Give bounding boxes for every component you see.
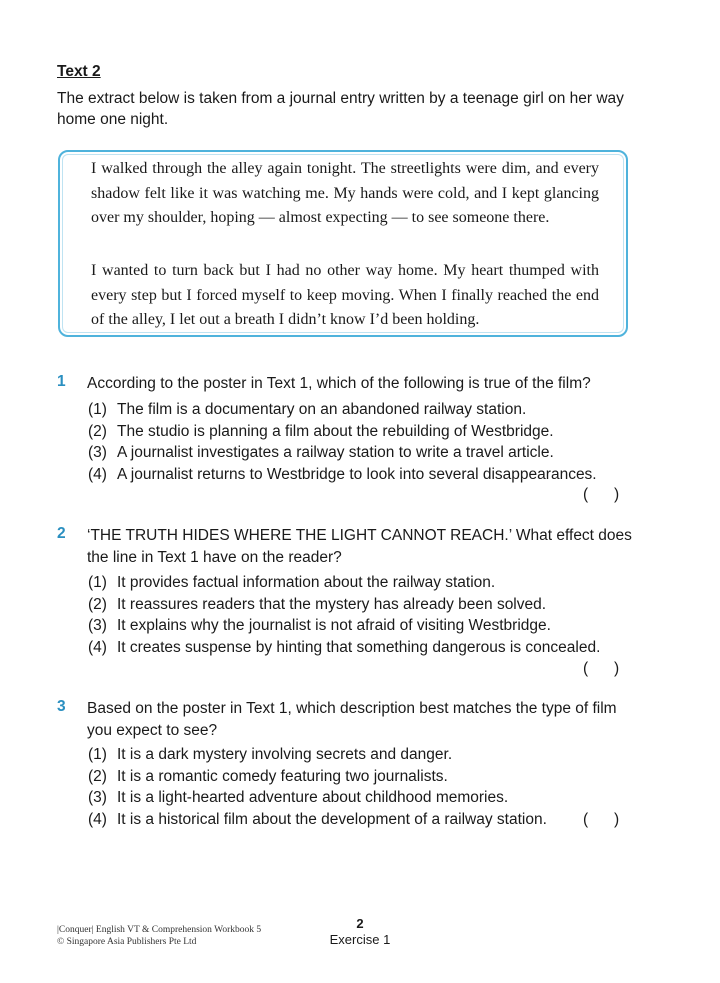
option-text: A journalist returns to Westbridge to look into several disappearances.	[117, 465, 597, 483]
question-text: Based on the poster in Text 1, which description best matches the type of film you expect to see?	[87, 700, 617, 739]
option-list	[88, 401, 648, 487]
option-number: (4)	[88, 810, 107, 828]
option-text: It explains why the journalist is not afraid of visiting Westbridge.	[117, 617, 551, 634]
option-list	[88, 746, 648, 832]
option-text: It creates suspense by hinting that something dangerous is concealed.	[117, 638, 601, 656]
option-text: It reassures readers that the mystery has already been solved.	[117, 595, 547, 613]
option-number: (1)	[88, 401, 107, 418]
option-number: (1)	[88, 746, 107, 763]
option-text: It is a historical film about the development of a railway station.	[117, 810, 547, 828]
answer-bracket[interactable]: ( )	[583, 660, 620, 677]
option-text: The studio is planning a film about the rebuilding of Westbridge.	[117, 422, 554, 440]
option-text: It is a light-hearted adventure about childhood memories.	[117, 789, 509, 806]
extract-paragraph: I wanted to turn back but I had no other way home. My heart thumped with every step but I forced myself to keep moving. When I finally reached the end of the alley, I let out a breath I didn’t know I’d been holding.	[91, 262, 599, 328]
option	[88, 768, 648, 790]
option-text: It provides factual information about the railway station.	[117, 574, 496, 591]
answer-bracket[interactable]: ( )	[583, 486, 620, 503]
option	[88, 444, 648, 466]
copyright: © Singapore Asia Publishers Pte Ltd	[57, 937, 197, 947]
question-number: 2	[57, 525, 66, 542]
option-text: The film is a documentary on an abandoned railway station.	[117, 401, 527, 418]
option-text: It is a dark mystery involving secrets and danger.	[117, 746, 453, 763]
option-number: (3)	[88, 617, 107, 634]
question-text: According to the poster in Text 1, which of the following is true of the film?	[87, 375, 591, 392]
option	[88, 746, 648, 768]
book-title: |Conquer| English VT & Comprehension Workbook 5	[57, 925, 262, 935]
option-number: (2)	[88, 422, 107, 440]
option-number: (2)	[88, 767, 107, 785]
option	[88, 596, 648, 618]
option-number: (4)	[88, 638, 107, 656]
question-number: 3	[57, 698, 66, 715]
question-number: 1	[57, 373, 66, 390]
option	[88, 423, 648, 445]
question-text: ‘THE TRUTH HIDES WHERE THE LIGHT CANNOT REACH.’ What effect does the line in Text 1 have on the reader?	[87, 527, 632, 566]
option-number: (3)	[88, 444, 107, 461]
exercise-label: Exercise 1	[329, 932, 391, 947]
option-text: It is a romantic comedy featuring two journalists.	[117, 767, 448, 785]
extract-paragraph: I walked through the alley again tonight. The streetlights were dim, and every shadow felt like it was watching me. My hands were cold, and I kept glancing over my shoulder, hoping — almost expecting — to see someone there.	[91, 160, 599, 226]
option	[88, 811, 648, 833]
option-number: (4)	[88, 465, 107, 483]
option	[88, 466, 648, 488]
option-text: A journalist investigates a railway station to write a travel article.	[117, 444, 554, 461]
option	[88, 401, 648, 423]
option-number: (2)	[88, 595, 107, 613]
option	[88, 639, 648, 661]
option	[88, 574, 648, 596]
option	[88, 789, 648, 811]
section-intro: The extract below is taken from a journal entry written by a teenage girl on her way home one night.	[57, 90, 624, 128]
section-heading: Text 2	[57, 63, 101, 80]
option-number: (1)	[88, 574, 107, 591]
option-number: (3)	[88, 789, 107, 806]
footer-credits	[57, 924, 261, 948]
answer-bracket[interactable]: ( )	[583, 811, 620, 828]
page-number: 2	[356, 916, 364, 931]
option	[88, 617, 648, 639]
option-list	[88, 574, 648, 660]
footer-page-info	[290, 916, 430, 948]
